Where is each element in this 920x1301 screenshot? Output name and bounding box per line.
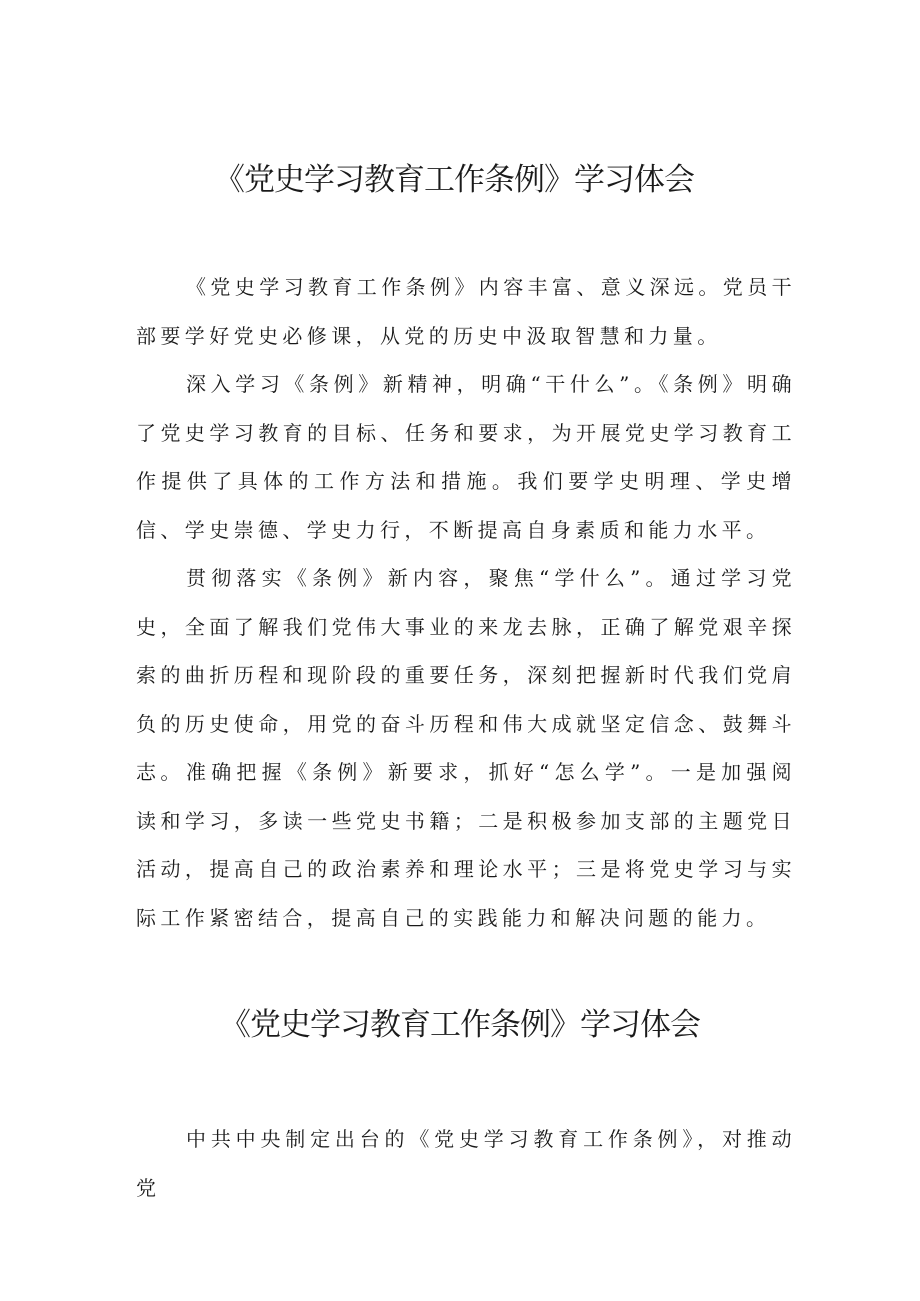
body-paragraph: 贯彻落实《条例》新内容，聚焦“学什么”。通过学习党史，全面了解我们党伟大事业的来龙去脉，正确了解党艰辛探索的曲折历程和现阶段的重要任务，深刻把握新时代我们党肩负的历史使命，用党的奋斗历程和伟大成就坚定信念、鼓舞斗志。 (136, 566, 796, 784)
section-title: 《党史学习教育工作条例》学习体会 (214, 162, 694, 198)
body-paragraph: 《党史学习教育工作条例》内容丰富、意义深远。党员干部要学好党史必修课，从党的历史中汲取智慧和力量。 (136, 275, 796, 348)
body-paragraph: 深入学习《条例》新精神，明确“干什么”。《条例》明确了党史学习教育的目标、任务和要求，为开展党史学习教育工作提供了具体的工作方法和措施。我们要学史明理、学史增信、学史崇德、学史力行，不断提高自身素质和能力水平。 (136, 372, 796, 542)
body-paragraph: 中共中央制定出台的《党史学习教育工作条例》，对推动党 (136, 1127, 796, 1200)
section-title: 《党史学习教育工作条例》学习体会 (220, 1007, 700, 1043)
body-paragraph: 准确把握《条例》新要求，抓好“怎么学”。一是加强阅读和学习，多读一些党史书籍；二是积极参加支部的主题党日活动，提高自己的政治素养和理论水平；三是将党史学习与实际工作紧密结合，提高自己的实践能力和解决问题的能力。 (136, 760, 796, 930)
